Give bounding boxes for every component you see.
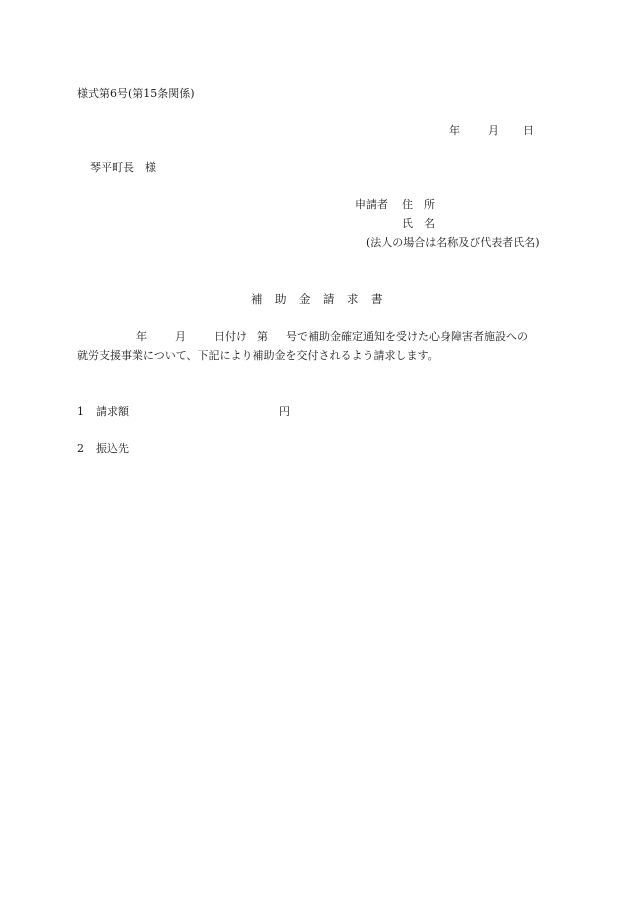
item-unit: 円 — [279, 405, 290, 418]
body-year: 年 — [136, 330, 147, 343]
date-day: 日 — [523, 124, 534, 137]
document-title: 補 助 金 請 求 書 — [251, 292, 383, 306]
body-line-1 — [136, 330, 528, 344]
item-transfer-destination — [77, 442, 129, 456]
date-month: 月 — [488, 124, 499, 137]
date-year: 年 — [449, 124, 460, 137]
addressee: 琴平町長 様 — [90, 161, 156, 174]
item-label: 振込先 — [96, 442, 129, 455]
item-label: 請求額 — [96, 405, 129, 418]
item-request-amount — [77, 405, 290, 419]
applicant-address-label: 住 所 — [402, 198, 435, 211]
applicant-name-label: 氏 名 — [402, 217, 435, 230]
form-number-label: 様式第6号(第15条関係) — [77, 87, 195, 100]
body-dai: 第 — [257, 330, 268, 343]
body-day-dated: 日付け — [214, 330, 247, 343]
item-number: 1 — [77, 405, 84, 418]
item-number: 2 — [77, 442, 84, 455]
body-rest: 号で補助金確定通知を受けた心身障害者施設への — [286, 330, 528, 343]
applicant-note: (法人の場合は名称及び代表者氏名) — [366, 236, 540, 249]
applicant-label: 申請者 — [355, 198, 388, 211]
body-line-2: 就労支援事業について、下記により補助金を交付されるよう請求します。 — [77, 349, 439, 362]
body-month: 月 — [175, 330, 186, 343]
date-line — [449, 124, 534, 138]
